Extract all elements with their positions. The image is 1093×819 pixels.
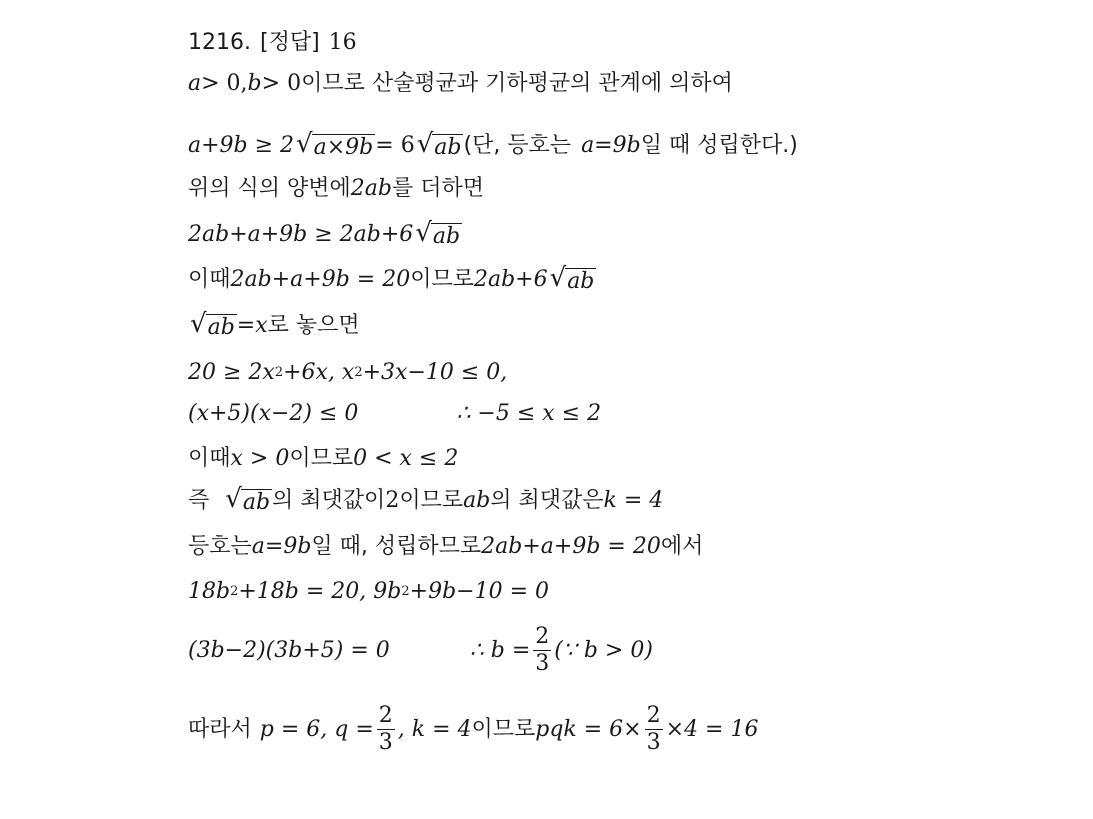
answer-label: [정답] (259, 30, 320, 55)
math-a: a (188, 71, 202, 96)
line-equality-case (188, 532, 703, 562)
line-am-gm (188, 131, 798, 161)
line-b-solution (188, 624, 653, 677)
line-max-k (188, 486, 663, 516)
text: 를 더하면 (391, 176, 484, 201)
radicand: a×9b (313, 135, 374, 160)
text: 에서 (660, 534, 704, 559)
note-close: 일 때 성립한다.) (640, 133, 798, 158)
line-substitute-20 (188, 265, 596, 295)
math-expression: (x+5)(x−2) ≤ 0 (188, 401, 359, 426)
math-expression: (3b−2)(3b+5) = 0 (188, 637, 390, 663)
text: 로 놓으면 (267, 313, 360, 338)
math-expression: +6x, x (283, 360, 355, 385)
line-factored (188, 399, 601, 429)
text: 즉 (188, 488, 210, 513)
text: 이때 (188, 267, 231, 292)
numerator: 2 (646, 703, 661, 728)
line-add-2ab (188, 174, 484, 204)
math-b: b (247, 71, 262, 96)
line-x-range (188, 444, 458, 474)
math-expression: 2ab+a+9b ≥ 2ab+6 (188, 222, 414, 247)
math-expression: +9b−10 = 0 (409, 579, 549, 604)
math-inequality-left: a+9b ≥ 2 (188, 133, 295, 158)
text: 등호는 (188, 534, 252, 559)
math-2ab: 2ab (350, 176, 392, 201)
text: 이므로 (399, 488, 464, 513)
denominator: 3 (535, 651, 550, 676)
line-condition (188, 69, 733, 99)
problem-header (188, 28, 357, 58)
math-equality-case: a=9b (581, 133, 641, 158)
text: 이므로 (410, 267, 474, 292)
math-expression: 18b (188, 579, 231, 604)
line-let-x (188, 311, 360, 341)
line-quadratic: 20 ≥ 2x 2 +6x, x 2 +3x−10 ≤ 0, (188, 358, 507, 388)
sqrt-ab: √ ab (549, 263, 595, 294)
math-expression: a=9b (251, 534, 312, 559)
denominator: 3 (646, 730, 661, 755)
math-expression: x > 0 (230, 446, 290, 471)
math-expression: +18b = 20, 9b (238, 579, 402, 604)
line-sum-inequality (188, 220, 462, 250)
radicand: ab (242, 490, 271, 515)
math-result: ∴ b = (469, 637, 531, 663)
math-expression: pqk = 6× (535, 716, 642, 742)
radicand: ab (567, 269, 595, 294)
denominator: 3 (378, 730, 393, 755)
fraction-two-thirds (533, 624, 551, 677)
text: 이므로 (471, 716, 536, 742)
math-expression: 2ab+6 (473, 267, 548, 292)
math-gt0-b: > 0 (261, 71, 302, 96)
line-b-equation: 18b 2 +18b = 20, 9b 2 +9b−10 = 0 (188, 577, 549, 607)
math-2: 2 (385, 488, 400, 513)
numerator: 2 (535, 624, 550, 649)
line-final-answer (188, 703, 758, 756)
fraction-two-thirds (645, 703, 663, 756)
text: 의 최댓값은 (490, 488, 604, 513)
sqrt-a-times-9b: √ a×9b (296, 129, 374, 160)
radicand: ab (207, 315, 235, 340)
sqrt-ab: √ ab (416, 129, 462, 160)
answer-value: 16 (328, 30, 357, 55)
text: 이므로 (289, 446, 354, 471)
math-k-eq-4: k = 4 (603, 488, 664, 513)
text: 일 때, 성립하므로 (311, 534, 482, 559)
math-expression: 2ab+a+9b = 20 (230, 267, 411, 292)
math-expression: 2ab+a+9b = 20 (481, 534, 661, 559)
math-expression: , k = 4 (397, 716, 472, 742)
fraction-two-thirds (377, 703, 395, 756)
text: 이때 (188, 446, 231, 471)
math-eq-x: =x (236, 313, 268, 338)
math-eq-6: = 6 (375, 133, 415, 158)
math-result: ∴ −5 ≤ x ≤ 2 (456, 401, 602, 426)
sqrt-ab: √ ab (225, 484, 271, 515)
radicand: ab (432, 224, 461, 249)
text: 위의 식의 양변에 (188, 176, 351, 201)
sqrt-ab: √ ab (190, 309, 235, 340)
math-expression: 0 < x ≤ 2 (353, 446, 459, 471)
math-expression: p = 6, q = (259, 716, 374, 742)
sqrt-ab: √ ab (415, 218, 461, 249)
math-expression: +3x−10 ≤ 0, (362, 360, 508, 385)
numerator: 2 (378, 703, 393, 728)
text: 의 최댓값이 (272, 488, 386, 513)
math-condition: (∵ b > 0) (554, 637, 653, 663)
math-gt0: > 0, (201, 71, 248, 96)
math-ab: ab (463, 488, 491, 513)
math-result: ×4 = 16 (665, 716, 759, 742)
math-expression: 20 ≥ 2x (188, 360, 275, 385)
problem-number: 1216. (188, 30, 251, 55)
text-am-gm: 이므로 산술평균과 기하평균의 관계에 의하여 (301, 71, 733, 96)
radicand: ab (434, 135, 462, 160)
note-open: (단, 등호는 (463, 133, 572, 158)
text: 따라서 (188, 716, 252, 742)
